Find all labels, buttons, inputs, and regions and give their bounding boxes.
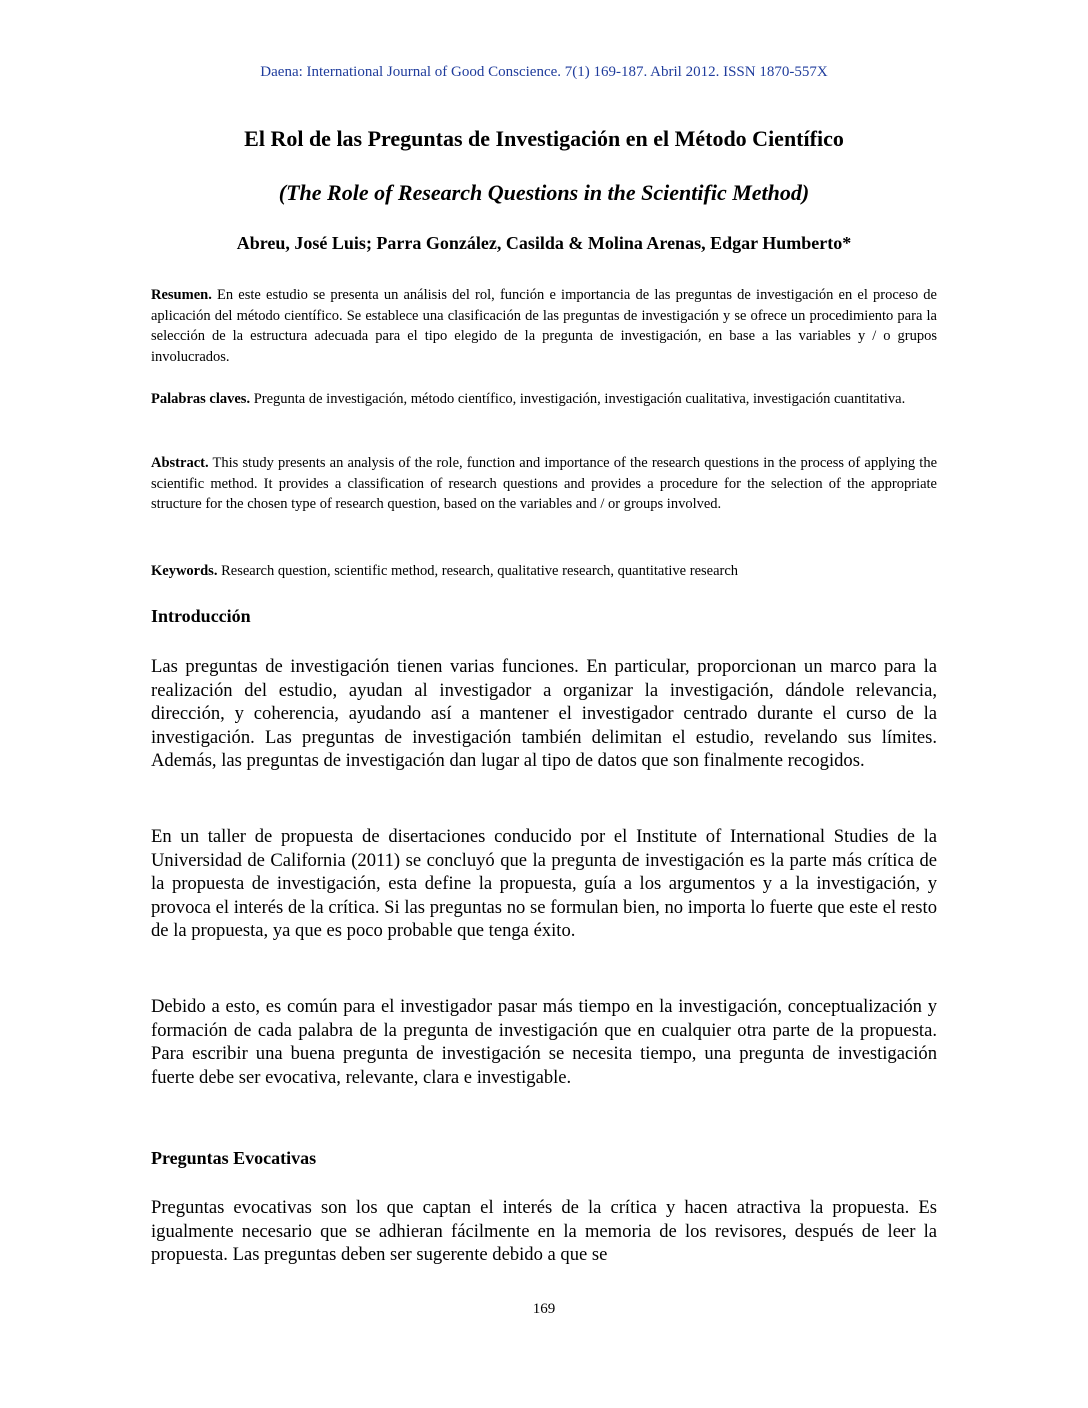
page-number: 169 (532, 1301, 556, 1317)
palabras-claves-label: Palabras claves. (151, 391, 251, 407)
resumen-label: Resumen. (151, 287, 212, 303)
abstract-block (151, 453, 937, 515)
intro-paragraph-3: Debido a esto, es común para el investigador pasar más tiempo en la investigación, conceptualización y formación de cada palabra de la pregunta de investigación que en cualquier otra parte de la propuesta. Para escribir una buena pregunta de investigación se necesita tiempo, una pregunta de investigación fuerte debe ser evocativa, relevante, clara e investigable. (151, 996, 937, 1088)
resumen-block (151, 285, 937, 367)
keywords-block (151, 561, 937, 582)
abstract-label: Abstract. (151, 455, 209, 471)
keywords-text: Research question, scientific method, research, qualitative research, quantitative research (217, 563, 739, 579)
journal-header: Daena: International Journal of Good Conscience. 7(1) 169-187. Abril 2012. ISSN 1870-557X (260, 64, 828, 80)
resumen-text: En este estudio se presenta un análisis del rol, función e importancia de las preguntas de investigación en el proceso de aplicación del método científico. Se establece una clasificación de las preguntas de investigación y se ofrece un procedimiento para la selección de la estructura adecuada para el tipo elegido de la pregunta de investigación, en base a las variables y / o grupos involucrados. (151, 287, 937, 365)
abstract-text: This study presents an analysis of the role, function and importance of the research questions in the process of applying the scientific method. It provides a classification of research questions and provides a procedure for the selection of the appropriate structure for the chosen type of research question, based on the variables and / or groups involved. (151, 455, 937, 512)
evocativas-paragraph-1: Preguntas evocativas son los que captan el interés de la crítica y hacen atractiva la propuesta. Es igualmente necesario que se adhieran fácilmente en la memoria de los revisores, después de leer la propuesta. Las preguntas deben ser sugerente debido a que se (151, 1197, 937, 1265)
section-heading-evocativas: Preguntas Evocativas (151, 1148, 317, 1168)
paper-subtitle: (The Role of Research Questions in the Scientific Method) (278, 180, 810, 205)
section-heading-introduccion: Introducción (151, 606, 251, 626)
paper-authors: Abreu, José Luis; Parra González, Casilda & Molina Arenas, Edgar Humberto* (236, 233, 852, 253)
palabras-claves-block (151, 389, 937, 410)
intro-paragraph-1: Las preguntas de investigación tienen varias funciones. En particular, proporcionan un marco para la realización del estudio, ayudan al investigador a organizar la investigación, dándole relevancia, dirección, y coherencia, ayudando así a mantener el investigador centrado durante el curso de la investigación. Las preguntas de investigación también delimitan el estudio, revelando sus límites. Además, las preguntas de investigación dan lugar al tipo de datos que son finalmente recogidos. (151, 656, 937, 771)
paper-title: El Rol de las Preguntas de Investigación en el Método Científico (244, 126, 844, 151)
keywords-label: Keywords. (151, 563, 218, 579)
palabras-claves-text: Pregunta de investigación, método científico, investigación, investigación cualitativa, investigación cuantitativa. (250, 391, 906, 407)
intro-paragraph-2: En un taller de propuesta de disertaciones conducido por el Institute of International Studies de la Universidad de California (2011) se concluyó que la pregunta de investigación es la parte más crítica de la propuesta de investigación, esta define la propuesta, guía a los argumentos y a la investigación, y provoca el interés de la crítica. Si las preguntas no se formulan bien, no importa lo fuerte que este el resto de la propuesta, ya que es poco probable que tenga éxito. (151, 826, 937, 941)
